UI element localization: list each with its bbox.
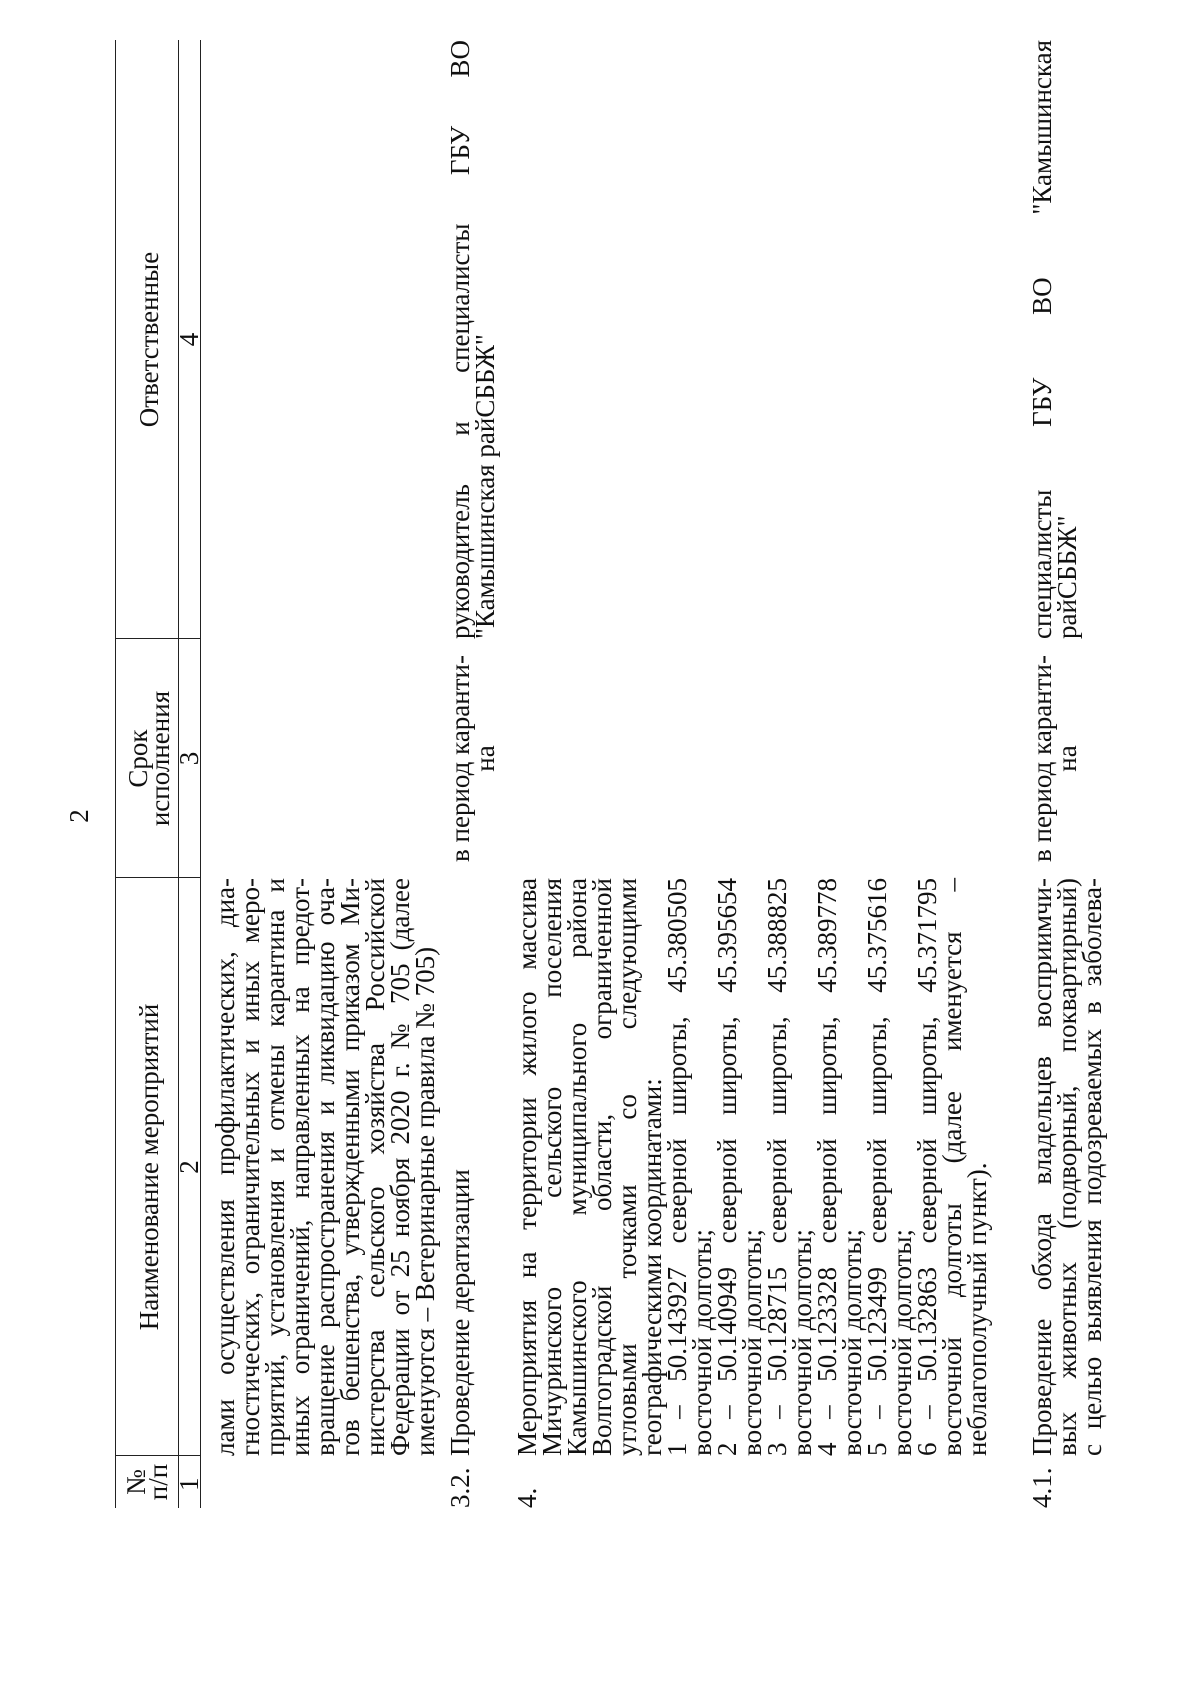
- text-line: гностических, ограничительных и иных меро-: [235, 878, 265, 1456]
- resp-line: специалисты ГБУ ВО "Камышинская: [1027, 40, 1057, 639]
- table-header-bottom: [200, 40, 201, 1508]
- row-4-description: [512, 878, 992, 1456]
- text-line: восточной долготы;: [837, 1228, 867, 1456]
- header-term-line-2: исполнения: [145, 690, 175, 827]
- row-4-1-term: [1027, 639, 1082, 878]
- table-top-border: [115, 40, 116, 1508]
- text-line: приятий, установления и отмены карантина и: [260, 878, 290, 1456]
- text-line: восточной долготы (далее именуется –: [937, 878, 967, 1456]
- row-3-2-responsible: [445, 40, 500, 639]
- page-number: 2: [64, 809, 94, 823]
- text-line: неблагополучный пункт).: [962, 1162, 992, 1456]
- col-number-4: 4: [174, 332, 204, 347]
- text-line: восточной долготы;: [737, 1228, 767, 1456]
- text-line: вращение распространения и ликвидацию оча-: [310, 878, 340, 1456]
- text-line: Мероприятия на территории жилого массива: [512, 878, 542, 1456]
- text-line: Камышинского муниципального района: [562, 878, 592, 1456]
- text-line: 5 – 50.123499 северной широты, 45.375616: [862, 878, 892, 1456]
- col-number-1: 1: [174, 1477, 204, 1491]
- term-line: в период каранти-: [445, 655, 475, 862]
- text-line: восточной долготы;: [687, 1228, 717, 1456]
- header-resp: Ответственные: [134, 251, 164, 428]
- text-line: 4 – 50.123328 северной широты, 45.389778: [812, 878, 842, 1456]
- term-line: на: [1052, 745, 1082, 772]
- term-line: на: [470, 745, 500, 772]
- text-line: Волгоградской области, ограниченной: [587, 878, 617, 1456]
- text-line: восточной долготы;: [787, 1228, 817, 1456]
- text-line: лами осуществления профилактических, диа-: [210, 878, 240, 1456]
- row-3-2-term: [445, 639, 500, 878]
- resp-line: "Камышинская райСББЖ": [470, 334, 500, 639]
- text-line: угловыми точками со следующими: [612, 878, 642, 1456]
- text-line: 6 – 50.132863 северной широты, 45.371795: [912, 878, 942, 1456]
- row-4-number: 4.: [512, 1487, 542, 1508]
- header-num-line-2: п/п: [143, 1463, 173, 1501]
- header-num: [121, 1456, 173, 1508]
- header-num-line-1: №: [121, 1469, 151, 1495]
- col-number-2: 2: [174, 1160, 204, 1174]
- row-4-1-responsible: [1027, 40, 1082, 639]
- text-line: географическими координатами:: [637, 1078, 667, 1456]
- text-line: именуются – Ветеринарные правила № 705): [410, 946, 440, 1456]
- text-line: нистерства сельского хозяйства Российской: [360, 878, 390, 1456]
- continuation-text: [210, 878, 440, 1456]
- header-term-line-1: Срок: [123, 729, 153, 788]
- row-3-2-name: Проведение дератизации: [445, 1169, 475, 1456]
- row-3-2-number: 3.2.: [445, 1467, 475, 1508]
- text-line: 3 – 50.128715 северной широты, 45.388825: [762, 878, 792, 1456]
- col-number-3: 3: [174, 751, 204, 766]
- text-line: 1 – 50.143927 северной широты, 45.380505: [662, 878, 692, 1456]
- term-line: в период каранти-: [1027, 655, 1057, 862]
- text-line: гов бешенства, утвержденными приказом Ми-: [335, 878, 365, 1456]
- text-line: восточной долготы;: [887, 1228, 917, 1456]
- text-line: иных ограничений, направленных на предот-: [285, 878, 315, 1456]
- row-4-1-number: 4.1.: [1027, 1467, 1057, 1508]
- header-name: Наименование мероприятий: [134, 1003, 164, 1331]
- resp-line: руководитель и специалисты ГБУ ВО: [445, 40, 475, 639]
- text-line: Мичуринского сельского поселения: [537, 878, 567, 1456]
- text-line: с целью выявления подозреваемых в заболева-: [1077, 878, 1107, 1456]
- text-line: вых животных (подворный, поквартирный): [1052, 878, 1082, 1456]
- resp-line: райСББЖ": [1052, 515, 1082, 639]
- header-term: [123, 639, 175, 878]
- text-line: Федерации от 25 ноября 2020 г. № 705 (далее: [385, 878, 415, 1456]
- text-line: Проведение обхода владельцев восприимчи-: [1027, 878, 1057, 1456]
- text-line: 2 – 50.140949 северной широты, 45.395654: [712, 878, 742, 1456]
- row-4-1-description: [1027, 878, 1107, 1456]
